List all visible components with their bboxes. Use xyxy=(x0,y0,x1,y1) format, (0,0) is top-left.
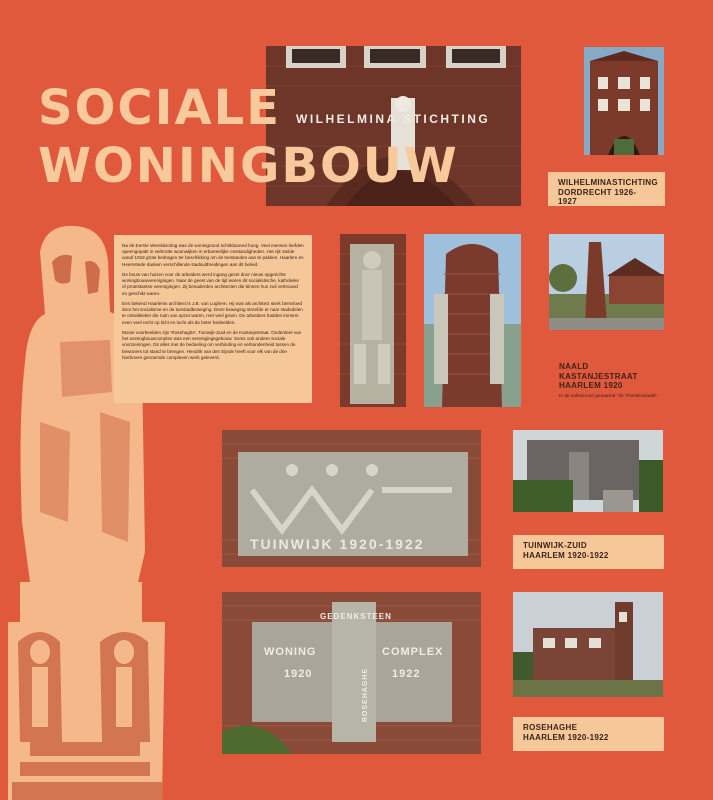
caption-wilhelmina-line1: WILHELMINASTICHTING xyxy=(558,178,658,187)
caption-rosehaghe-line1: ROSEHAGHE xyxy=(523,723,578,732)
caption-rosehaghe-line2: HAARLEM 1920-1922 xyxy=(523,732,609,742)
caption-wilhelmina-line2: DORDRECHT 1926-1927 xyxy=(558,187,637,207)
gedenksteen-year-right: 1922 xyxy=(392,668,421,680)
gedenksteen-left: WONING xyxy=(264,646,317,658)
caption-tuinwijk-line2: HAARLEM 1920-1922 xyxy=(523,550,609,560)
page-title-line2: WONINGBOUW xyxy=(38,138,459,194)
tuinwijk-relief-text: TUINWIJK 1920-1922 xyxy=(250,536,425,552)
gedenksteen-right: COMPLEX xyxy=(382,646,444,658)
intro-paragraph-1: Na de Eerste Wereldoorlog was de woningnood schrikbarend hoog. Veel mensen leefden opeengepakt in verkrotte woonwijken in erbarmelijke omstandigheden. Het rijk stelde vanaf 1918 grote bedragen ter beschikking om de toestanden aan te pakken. Haarlem en Heemstede danken verschillende stadsuitbreidingen aan dit beleid. xyxy=(122,243,304,267)
intro-paragraph-3: Een bekend Haarlems architect is J.B. van Loghem. Hij was als architect sterk beïnvloed door het socialisme en de tuinstadbeweging. Deze beweging streefde er naar stadsdelen te ontwikkelen die ruim van opzet waren, met veel groen. De arbeiders hadden immers even veel recht op licht en lucht als de beter bedeelden. xyxy=(122,300,303,325)
intro-text-panel xyxy=(114,235,312,403)
caption-wilhelminastichting xyxy=(548,172,665,206)
page-title-line1: SOCIALE xyxy=(38,80,281,136)
gedenksteen-top: GEDENKSTEEN xyxy=(320,612,392,621)
photo-wilhelmina-building xyxy=(584,47,664,155)
photo-pillar-sculpture xyxy=(340,234,406,407)
gedenksteen-year-left: 1920 xyxy=(284,668,313,680)
facade-inscription: WILHELMINA STICHTING xyxy=(296,112,491,126)
caption-rosehaghe xyxy=(513,717,664,751)
caption-tuinwijk-line1: TUINWIJK-ZUID xyxy=(523,541,587,550)
photo-tuinwijk-zuid xyxy=(513,430,663,512)
caption-tuinwijk-zuid xyxy=(513,535,664,569)
caption-naald-kastanjestraat xyxy=(559,362,669,400)
gedenksteen-vertical: ROSEHAGHE xyxy=(362,668,369,723)
photo-rosehaghe xyxy=(513,592,663,697)
intro-paragraph-4: Mooie voorbeelden zijn 'Rosehaghe', Tuinwijk-Zuid en de Kastanjestraat. Onderdeel van het woningbouwcomplex was een verenigingsgebouw. Soms ook andere sociale voorzieningen. Dit alles met de bedoeling om verbinding en verbondenheid tussen de bewoners tot stand te brengen. Hendrik van den Eijnde heeft voor elk van de drie hierboven genoemde complexen werk geleverd. xyxy=(122,329,302,360)
caption-naald-line1: NAALD KASTANJESTRAAT xyxy=(559,362,638,381)
intro-paragraph-2: De bouw van huizen voor de arbeiders werd ingang gezet door nieuw opgerichte woningbouwverenigingen. Naar de geest van de tijd waren dit socialistische, katholieke of protestantse verenigingen. Zij benaderden architecten die binnen hun zuil vertrouwd en geschikt waren. xyxy=(122,271,299,296)
caption-naald-note: In de volksmond genaamd "de Troelstranaald". xyxy=(559,393,659,399)
photo-naald-column xyxy=(424,234,521,407)
photo-naald-kastanjestraat xyxy=(549,234,664,330)
caption-naald-line2: HAARLEM 1920 xyxy=(559,381,623,391)
photo-tuinwijk-relief xyxy=(222,430,481,567)
photo-gedenksteen xyxy=(222,592,481,754)
